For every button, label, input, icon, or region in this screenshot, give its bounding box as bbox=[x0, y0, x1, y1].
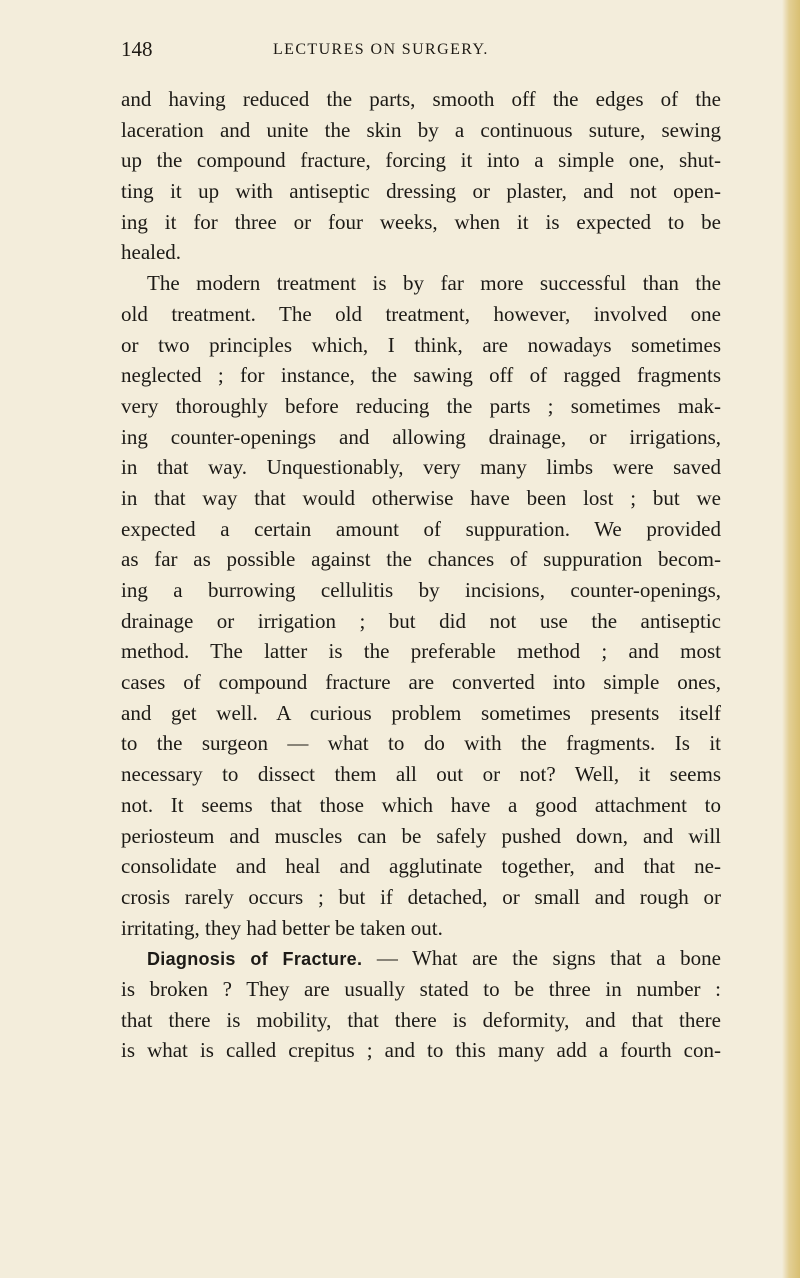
text-line: healed. bbox=[121, 240, 182, 265]
text-line: that there is mobility, that there is deformity, and that there bbox=[121, 1007, 721, 1032]
body-text bbox=[121, 84, 721, 1066]
text-line: ing a burrowing cellulitis by incisions, counter-openings, bbox=[121, 578, 721, 602]
page-edge-shadow bbox=[782, 0, 800, 1278]
text-line: in that way that would otherwise have been lost ; but we bbox=[121, 485, 721, 510]
text-line: ing counter-openings and allowing drainage, or irrigations, bbox=[121, 424, 721, 449]
page-number: 148 bbox=[121, 37, 153, 61]
text-line: as far as possible against the chances of suppuration becom- bbox=[121, 547, 721, 572]
text-line: consolidate and heal and agglutinate together, and that ne- bbox=[121, 854, 721, 879]
text-line bbox=[121, 943, 721, 974]
text-line: cases of compound fracture are converted into simple ones, bbox=[121, 670, 721, 695]
text-line: is what is called crepitus ; and to this many add a fourth con- bbox=[121, 1038, 721, 1063]
text-line: and get well. A curious problem sometimes presents itself bbox=[121, 700, 721, 725]
paragraph bbox=[121, 84, 721, 268]
text-line: irritating, they had better be taken out. bbox=[121, 915, 443, 940]
paragraph bbox=[121, 943, 721, 1066]
text-line: drainage or irrigation ; but did not use the antiseptic bbox=[121, 608, 721, 633]
page-header bbox=[121, 36, 721, 66]
text-line: in that way. Unquestionably, very many limbs were saved bbox=[121, 455, 721, 480]
text-line: is broken ? They are usually stated to be three in number : bbox=[121, 976, 721, 1001]
paragraph bbox=[121, 268, 721, 943]
text-line: and having reduced the parts, smooth off the edges of the bbox=[121, 87, 721, 111]
text-line: or two principles which, I think, are nowadays sometimes bbox=[121, 332, 721, 357]
text-line: not. It seems that those which have a good attachment to bbox=[121, 792, 721, 817]
text-line: periosteum and muscles can be safely pushed down, and will bbox=[121, 823, 721, 848]
text-line: expected a certain amount of suppuration. We provided bbox=[121, 516, 721, 541]
text-line: old treatment. The old treatment, however, involved one bbox=[121, 301, 721, 326]
running-head: LECTURES ON SURGERY. bbox=[273, 41, 489, 58]
text-line: method. The latter is the preferable method ; and most bbox=[121, 639, 721, 664]
text-line: crosis rarely occurs ; but if detached, or small and rough or bbox=[121, 884, 721, 909]
text-line: ing it for three or four weeks, when it is expected to be bbox=[121, 209, 721, 234]
text-line: up the compound fracture, forcing it into a simple one, shut- bbox=[121, 148, 721, 173]
text-line: necessary to dissect them all out or not? Well, it seems bbox=[121, 762, 721, 787]
text-line: ting it up with antiseptic dressing or plaster, and not open- bbox=[121, 179, 721, 204]
heading-line-rest: — What are the signs that a bone bbox=[362, 946, 722, 971]
text-line: laceration and unite the skin by a continuous suture, sewing bbox=[121, 117, 721, 142]
text-line: to the surgeon — what to do with the fragments. Is it bbox=[121, 731, 721, 756]
text-line: very thoroughly before reducing the parts ; sometimes mak- bbox=[121, 393, 721, 418]
text-line: The modern treatment is by far more successful than the bbox=[147, 271, 721, 296]
section-heading: Diagnosis of Fracture. bbox=[147, 949, 363, 970]
text-line: neglected ; for instance, the sawing off of ragged fragments bbox=[121, 363, 721, 388]
